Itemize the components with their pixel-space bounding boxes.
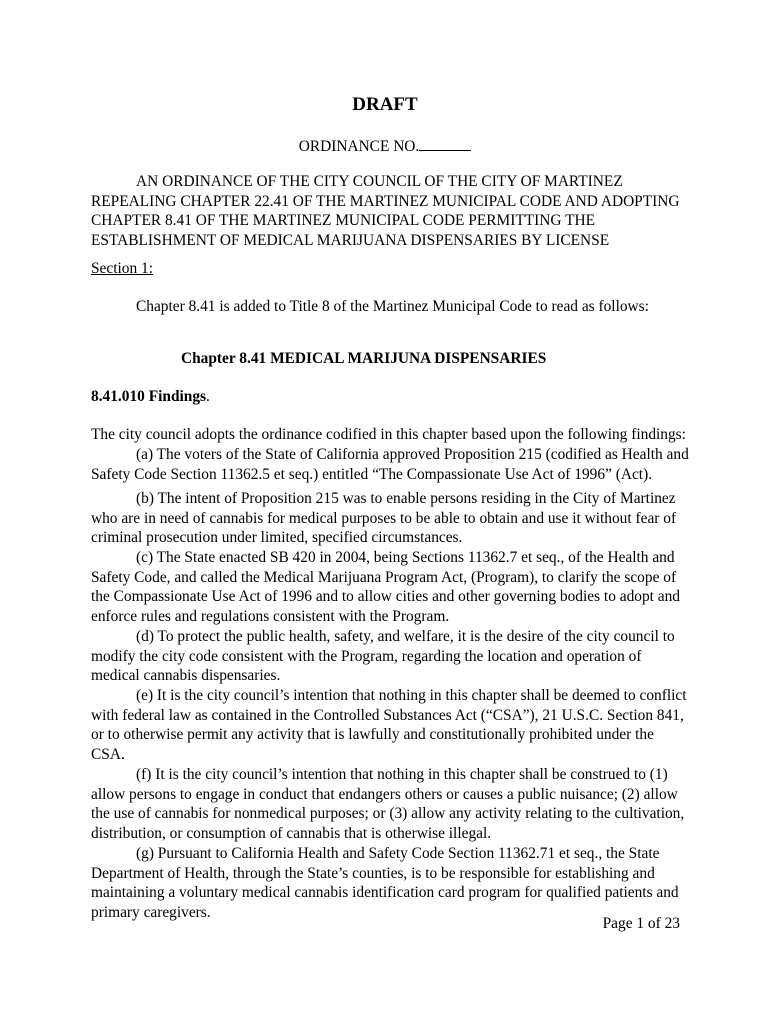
ordinance-number-label: ORDINANCE NO. bbox=[298, 138, 420, 155]
ordinance-number-blank bbox=[419, 149, 471, 151]
finding-d: (d) To protect the public health, safety, and welfare, it is the desire of the city council to modify the city code consistent with the Program, regarding the location and operation of medical cannabis dispensaries. bbox=[91, 628, 675, 684]
ordinance-number-line bbox=[0, 137, 770, 157]
findings-intro: The city council adopts the ordinance codified in this chapter based upon the following findings: bbox=[91, 426, 686, 443]
draft-label: DRAFT bbox=[352, 94, 418, 115]
findings-heading-period: . bbox=[206, 388, 210, 405]
finding-e: (e) It is the city council’s intention that nothing in this chapter shall be deemed to conflict with federal law as contained in the Controlled Substances Act (“CSA”), 21 U.S.C. Section 841, or to otherwise permit any activity that is lawfully and constitutionally prohibited under the CSA. bbox=[91, 687, 687, 763]
chapter-heading: Chapter 8.41 MEDICAL MARIJUNA DISPENSARIES bbox=[181, 350, 547, 367]
findings-heading-text: 8.41.010 Findings bbox=[91, 388, 207, 405]
findings-heading bbox=[91, 387, 691, 407]
chapter-added-statement: Chapter 8.41 is added to Title 8 of the Martinez Municipal Code to read as follows: bbox=[136, 298, 649, 315]
finding-b: (b) The intent of Proposition 215 was to enable persons residing in the City of Martinez who are in need of cannabis for medical purposes to be able to obtain and use it without fear of criminal prosecution under limited, specified circumstances. bbox=[91, 490, 677, 546]
finding-g: (g) Pursuant to California Health and Safety Code Section 11362.71 et seq., the State Department of Health, through the State’s counties, is to be responsible for establishing and maintaining a voluntary medical cannabis identification card program for qualified patients and primary caregivers. bbox=[91, 845, 679, 921]
ordinance-title: AN ORDINANCE OF THE CITY COUNCIL OF THE CITY OF MARTINEZ REPEALING CHAPTER 22.41 OF THE MARTINEZ MUNICIPAL CODE AND ADOPTING CHAPTER 8.41 OF THE MARTINEZ MUNICIPAL CODE PERMITTING THE ESTABLISHMENT OF MEDICAL MARIJUANA DISPENSARIES BY LICENSE bbox=[91, 173, 680, 249]
finding-a: (a) The voters of the State of California approved Proposition 215 (codified as Health and Safety Code Section 11362.5 et seq.) entitled “The Compassionate Use Act of 1996” (Act). bbox=[91, 446, 689, 483]
page-number: Page 1 of 23 bbox=[602, 915, 680, 932]
finding-f: (f) It is the city council’s intention that nothing in this chapter shall be construed to (1) allow persons to engage in conduct that endangers others or causes a public nuisance; (2) allow the use of cannabis for nonmedical purposes; or (3) allow any activity relating to the cultivation, distribution, or consumption of cannabis that is otherwise illegal. bbox=[91, 766, 685, 842]
finding-c: (c) The State enacted SB 420 in 2004, being Sections 11362.7 et seq., of the Health and Safety Code, and called the Medical Marijuana Program Act, (Program), to clarify the scope of the Compassionate Use Act of 1996 and to allow cities and other governing bodies to adopt and enforce rules and regulations consistent with the Program. bbox=[91, 549, 680, 625]
section-label: Section 1: bbox=[91, 260, 153, 277]
